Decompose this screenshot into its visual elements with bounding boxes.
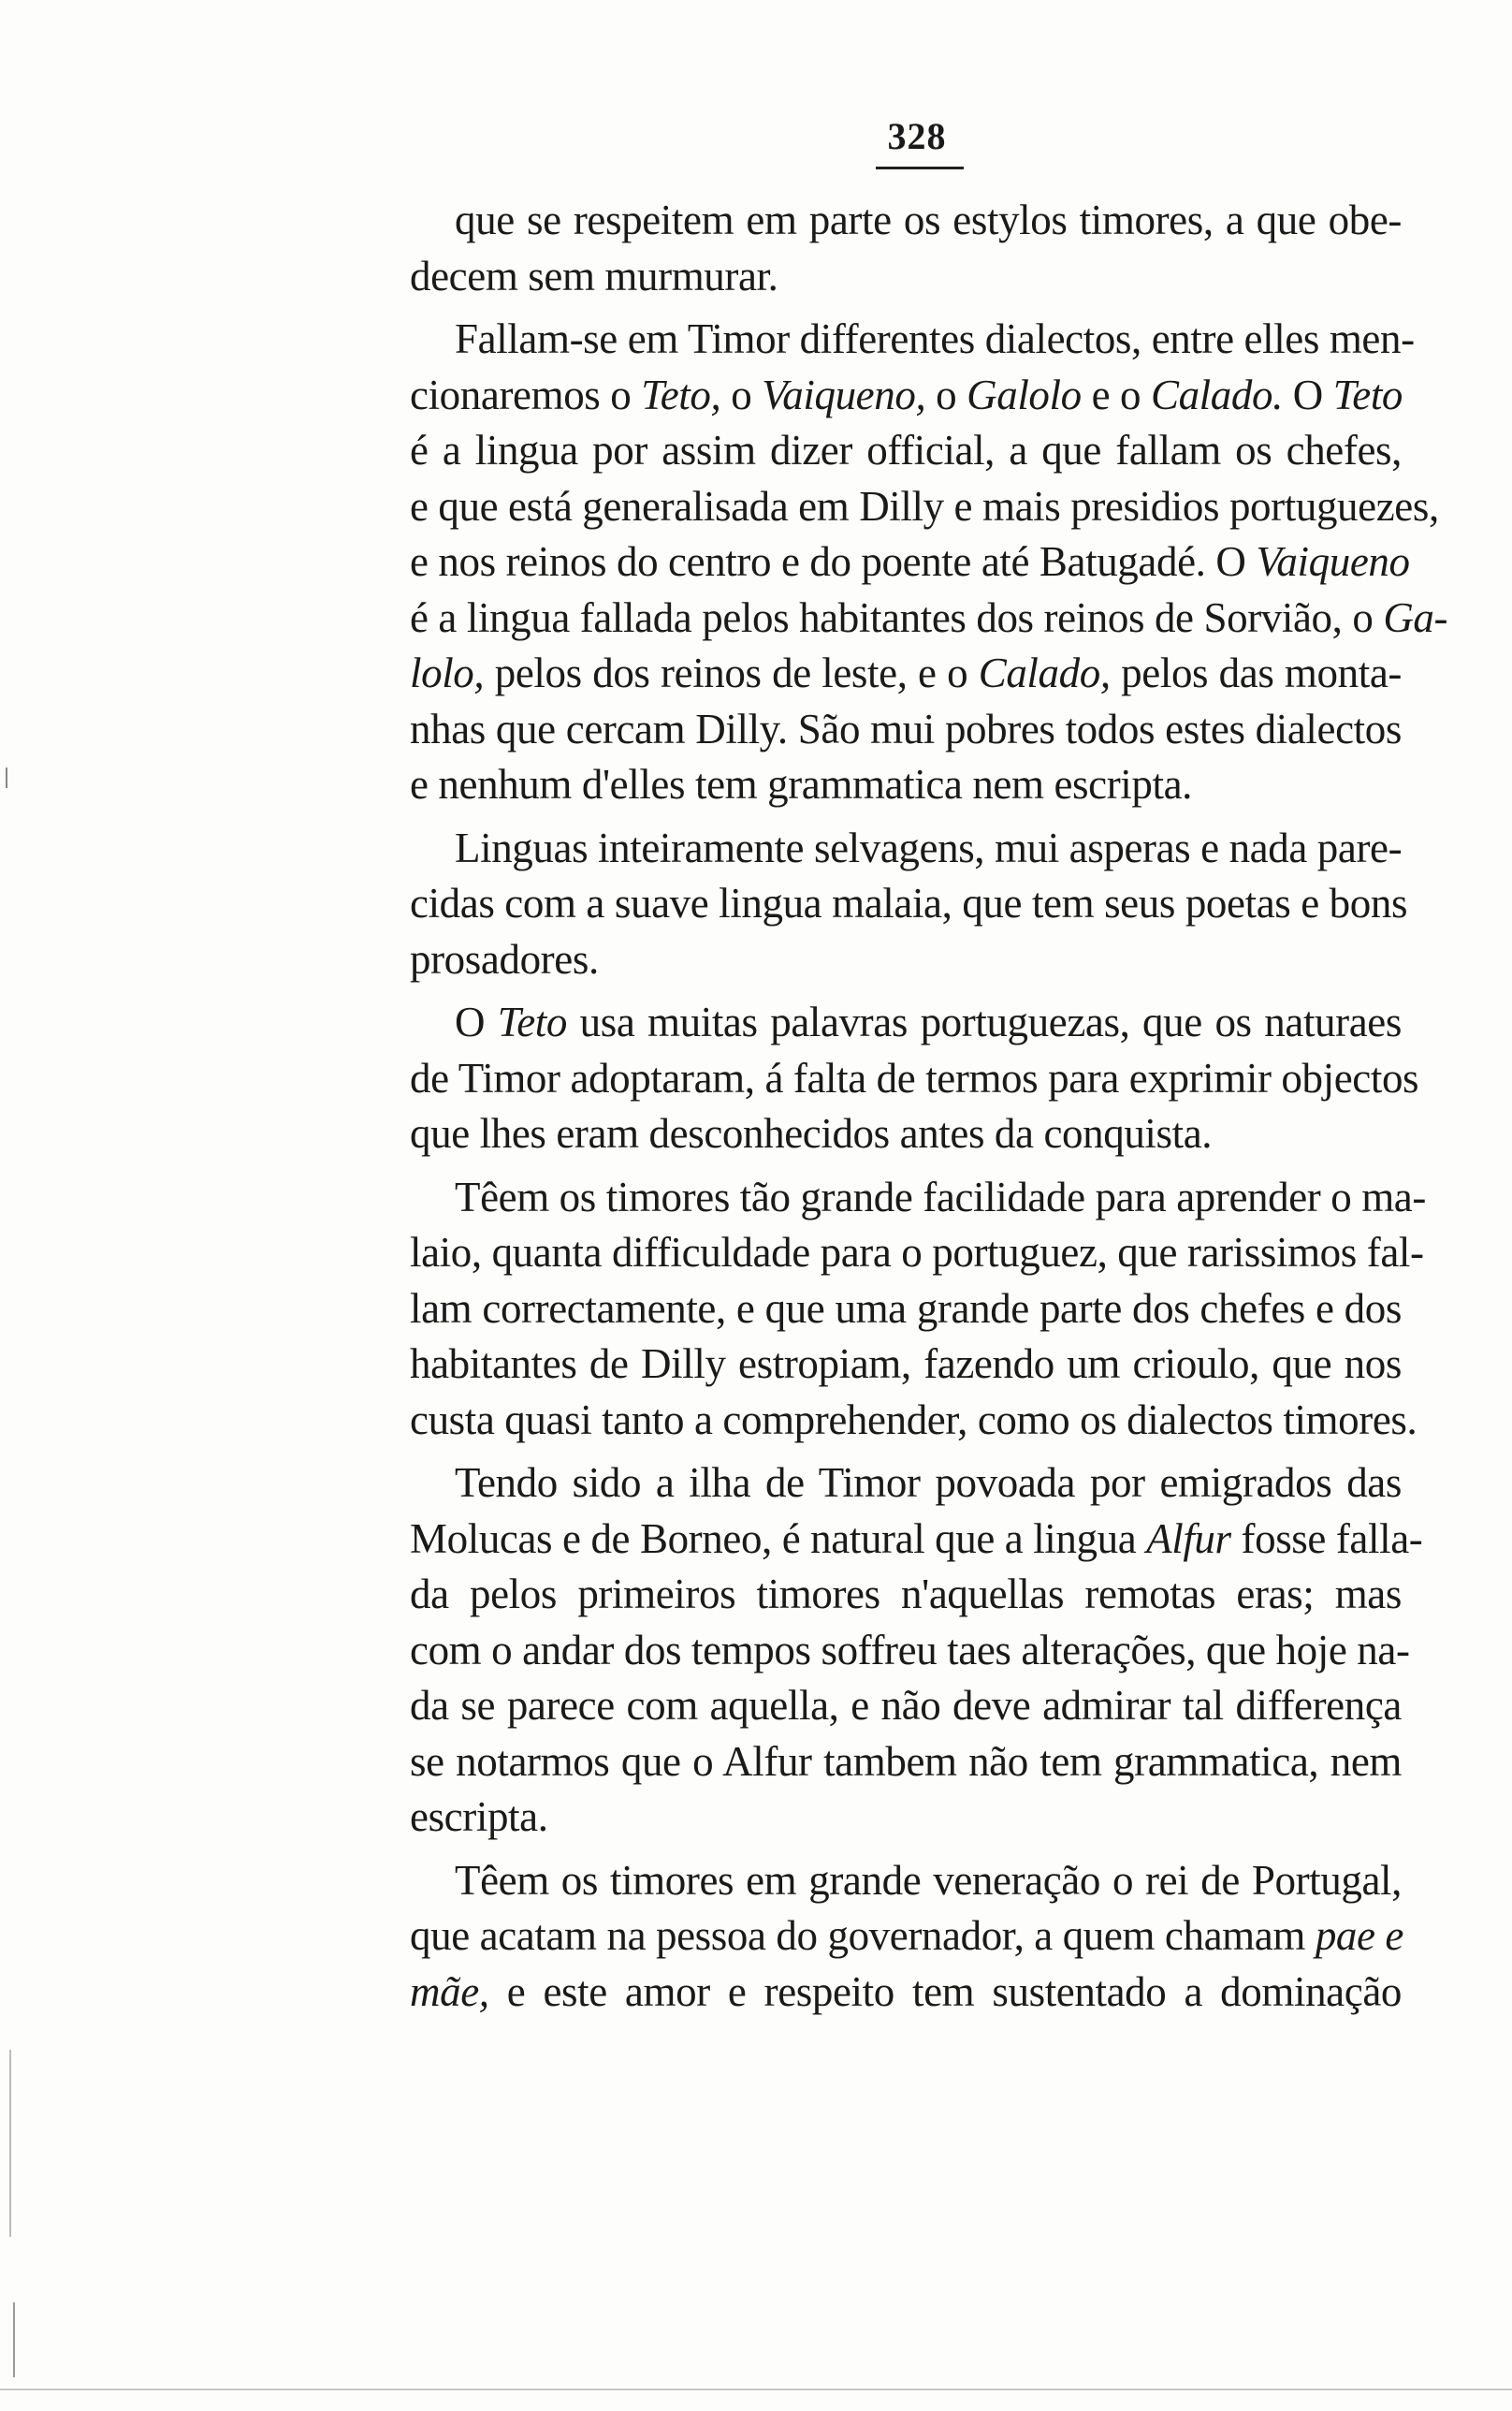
text-line: O Teto usa muitas palavras portuguezas, que os naturaes (455, 999, 1402, 1045)
body-text (410, 193, 1448, 2020)
text-line: Têem os timores tão grande facilidade para aprender o ma- (455, 1173, 1426, 1220)
text-line: e nenhum d'elles tem grammatica nem escripta. (410, 761, 1193, 808)
paragraph (410, 193, 1402, 304)
text-line: Molucas e de Borneo, é natural que a lingua Alfur fosse falla- (410, 1514, 1423, 1562)
text-line: lam correctamente, e que uma grande parte dos chefes e dos (410, 1284, 1402, 1332)
page-number-rule (876, 167, 964, 169)
text-line: lolo, pelos dos reinos de leste, e o Calado, pelos das monta- (410, 650, 1402, 696)
text-line: com o andar dos tempos soffreu taes alterações, que hoje na- (410, 1626, 1410, 1673)
text-line: que lhes eram desconhecidos antes da conquista. (410, 1110, 1213, 1157)
text-line: e nos reinos do centro e do poente até Batugadé. O Vaiqueno (410, 538, 1410, 585)
paragraph-gap (410, 1448, 1402, 1455)
text-line: Fallam-se em Timor differentes dialectos, entre elles men- (455, 315, 1415, 362)
text-line: que se respeitem em parte os estylos timores, a que obe- (455, 197, 1402, 243)
paragraph (410, 312, 1448, 813)
text-line: cionaremos o Teto, o Vaiqueno, o Galolo e o Calado. O Teto (410, 371, 1403, 418)
text-line: custa quasi tanto a comprehender, como os dialectos timores. (410, 1395, 1418, 1443)
text-line: de Timor adoptaram, á falta de termos para exprimir objectos (410, 1054, 1419, 1102)
paragraph (410, 1170, 1426, 1449)
text-line: cidas com a suave lingua malaia, que tem seus poetas e bons (410, 880, 1408, 927)
text-line: decem sem murmurar. (410, 252, 778, 300)
paragraph-gap (410, 1162, 1402, 1170)
text-line: da se parece com aquella, e não deve admirar tal differença (410, 1682, 1402, 1729)
paragraph (410, 995, 1419, 1162)
bottom-edge-rule (0, 2389, 1512, 2390)
text-line: Têem os timores em grande veneração o rei de Portugal, (455, 1856, 1402, 1904)
paragraph (410, 1853, 1402, 2021)
text-line: Linguas inteiramente selvagens, mui asperas e nada pare- (455, 824, 1403, 871)
margin-mark (6, 767, 7, 788)
paragraph-gap (410, 813, 1402, 821)
text-line: escripta. (410, 1793, 548, 1840)
text-line: se notarmos que o Alfur tambem não tem grammatica, nem (410, 1737, 1402, 1785)
text-line: habitantes de Dilly estropiam, fazendo um crioulo, que nos (410, 1340, 1402, 1387)
margin-mark (13, 2302, 15, 2377)
text-line: Tendo sido a ilha de Timor povoada por emigrados das (455, 1459, 1402, 1506)
paragraph-gap (410, 1846, 1402, 1853)
text-line: mãe, e este amor e respeito tem sustentado a dominação (410, 1967, 1402, 2015)
text-line: é a lingua por assim dizer official, a que fallam os chefes, (410, 427, 1402, 474)
text-line: prosadores. (410, 935, 599, 983)
text-line: laio, quanta difficuldade para o portuguez, que rarissimos fal- (410, 1229, 1424, 1276)
text-line: é a lingua fallada pelos habitantes dos reinos de Sorvião, o Ga- (410, 593, 1448, 641)
margin-mark (9, 2050, 11, 2237)
text-line: nhas que cercam Dilly. São mui pobres todos estes dialectos (410, 705, 1402, 753)
text-line: e que está generalisada em Dilly e mais presidios portuguezes, (410, 482, 1439, 530)
text-line: da pelos primeiros timores n'aquellas remotas eras; mas (410, 1571, 1402, 1617)
paragraph-gap (410, 304, 1402, 312)
paragraph-gap (410, 987, 1402, 995)
paragraph (410, 1455, 1423, 1846)
paragraph (410, 821, 1408, 988)
page-number: 328 (887, 115, 947, 157)
text-line: que acatam na pessoa do governador, a quem chamam pae e (410, 1912, 1404, 1959)
